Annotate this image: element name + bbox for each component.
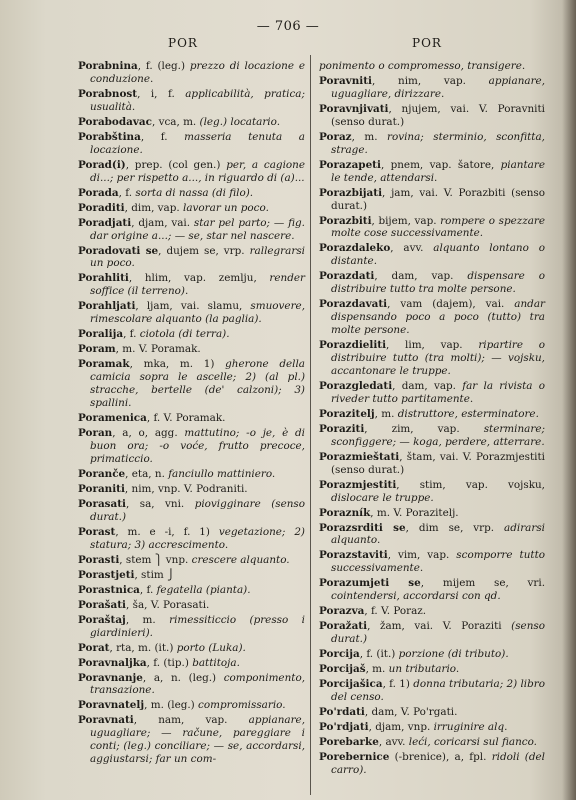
entry-headword: Poravnati (78, 714, 134, 727)
entry-grammar: , dim se, vrp. (405, 521, 505, 534)
entry-headword: Poraditi (78, 201, 125, 214)
entry-gloss: ponimento o compromesso, transigere. (319, 60, 526, 72)
dictionary-entry (78, 300, 305, 326)
dictionary-entry (78, 60, 305, 86)
dictionary-entry (78, 217, 305, 243)
dictionary-entry (78, 412, 305, 425)
entry-headword: Porat (78, 641, 110, 654)
entry-gloss: adirarsi alquanto. (331, 521, 546, 547)
entry-headword: Po'rdjati (319, 721, 369, 734)
entry-grammar: , m. (365, 663, 389, 676)
entry-headword: Poradjati (78, 216, 132, 229)
entry-gloss: porto (Luka). (176, 641, 246, 654)
entry-headword: Porazbiti (319, 214, 372, 227)
entry-headword: Porazsrditi se (319, 521, 406, 534)
dictionary-entry (78, 202, 305, 215)
entry-headword: Porašati (78, 598, 127, 611)
entry-headword: Poraniti (78, 482, 125, 495)
entry-headword: Porazgledati (319, 379, 393, 392)
entry-headword: Porebernice (319, 751, 390, 764)
entry-grammar: , dam, V. Po'rgati. (364, 706, 458, 719)
entry-gloss: render soffice (il terreno). (90, 272, 305, 298)
dictionary-entry (78, 116, 305, 129)
entry-headword: Poran (78, 426, 113, 439)
dictionary-entry (78, 343, 305, 356)
entry-grammar: , ša, V. Porasati. (126, 598, 210, 611)
entry-headword: Porasati (78, 497, 127, 510)
entry-headword: Poražati (319, 620, 368, 633)
entry-gloss: crescere alquanto. (191, 553, 290, 566)
entry-grammar: , m. (374, 407, 398, 420)
dictionary-entry (319, 408, 545, 421)
entry-grammar: , eta, n. (125, 467, 169, 480)
dictionary-entry (78, 642, 305, 655)
entry-grammar: , m. V. Poramak. (115, 343, 201, 356)
entry-gloss: leći, coricarsi sul fianco. (408, 736, 537, 749)
dictionary-entry (78, 245, 305, 271)
dictionary-entry (319, 451, 545, 477)
entry-grammar: , mijem se, vri. (420, 577, 545, 590)
entry-grammar: , vim, vap. (387, 549, 457, 562)
dictionary-entry (78, 468, 305, 481)
dictionary-entry (78, 187, 305, 200)
dictionary-entry (319, 663, 545, 676)
entry-headword: Porazník (319, 506, 371, 519)
entry-headword: Porabnost (78, 87, 138, 100)
dictionary-entry (319, 522, 545, 548)
entry-headword: Poravnjivati (319, 102, 389, 115)
entry-grammar: , lim, vap. (386, 339, 479, 352)
entry-grammar: , m. (125, 613, 170, 626)
entry-gloss: fanciullo mattiniero. (168, 467, 276, 480)
entry-grammar: , stem ⎫ vnp. (119, 553, 192, 566)
entry-gloss: andar dispensando poco a poco (tutto) tra molte persone. (331, 298, 545, 337)
entry-grammar: , f. V. Poramak. (146, 411, 226, 424)
entry-grammar: , njujem, vai. V. Poravniti (senso durat.) (331, 102, 545, 128)
entry-gloss: appianare, uguagliare; — račune, pareggiare i conti; (leg.) conciliare; — se, accordarsi, aggiustarsi; far un com- (90, 714, 305, 766)
entry-grammar: , djam, vai. (131, 216, 194, 229)
dictionary-entry (319, 479, 545, 505)
entry-headword: Poravniti (319, 75, 372, 87)
entry-grammar: , i, f. (137, 87, 186, 100)
entry-gloss: cointendersi, accordarsi con qd. (331, 590, 501, 603)
dictionary-entry (78, 272, 305, 298)
entry-gloss: far la rivista o riveder tutto partitamente. (331, 379, 545, 405)
entry-headword: Poravnatelj (78, 699, 145, 712)
entry-gloss: gherone della camicia sopra le ascelle; 2) (al pl.) stracche, bertelle (de' calzoni); 3) spallini. (90, 358, 305, 409)
dictionary-entry (319, 60, 545, 73)
dictionary-entry (319, 736, 545, 749)
entry-grammar: , f. V. Poraz. (364, 605, 427, 618)
entry-headword: Poradovati se (78, 244, 159, 257)
entry-headword: Poramenica (78, 411, 147, 424)
entry-gloss: porzione (di tributo). (398, 648, 509, 661)
entry-grammar: , m. (351, 130, 387, 143)
entry-gloss: ciotola (di terra). (139, 328, 230, 341)
entry-gloss: distruttore, esterminatore. (397, 407, 539, 420)
right-running-head: POR (412, 36, 442, 50)
dictionary-entry (319, 187, 545, 213)
dictionary-entry (319, 339, 545, 378)
entry-grammar: , f. (118, 186, 136, 199)
entry-grammar: , zim, vap. (364, 422, 484, 435)
left-running-head: POR (168, 36, 198, 50)
entry-gloss: componimento, transazione. (90, 671, 305, 697)
entry-grammar: , pnem, vap. šatore, (380, 158, 501, 171)
dictionary-entry (319, 751, 545, 777)
entry-headword: Porad(i) (78, 158, 126, 171)
entry-grammar: , f. 1) (382, 678, 414, 691)
dictionary-entry (78, 614, 305, 640)
dictionary-entry (319, 215, 545, 241)
dictionary-entry (319, 507, 545, 520)
entry-gloss: compromissario. (198, 699, 286, 712)
dictionary-entry (78, 159, 305, 185)
entry-headword: Porcijašica (319, 678, 383, 691)
dictionary-entry (78, 328, 305, 341)
entry-grammar: , sa, vni. (126, 497, 195, 510)
dictionary-entry (319, 103, 545, 129)
entry-headword: Porazdavati (319, 298, 388, 311)
entry-gloss: rovina; sterminio, sconfitta, strage. (331, 130, 545, 156)
entry-gloss: star pel parto; — fig. dar origine a...; — se, star nel nascere. (90, 216, 305, 242)
entry-grammar: , vca, m. (151, 115, 200, 128)
entry-headword: Porasti (78, 553, 120, 566)
dictionary-entry (319, 605, 545, 618)
entry-grammar: , štam, vai. V. Porazmjestiti (senso durat.) (331, 450, 545, 476)
left-column (78, 60, 305, 768)
entry-headword: Porahljati (78, 300, 136, 313)
entry-gloss: irruginire alq. (433, 721, 508, 734)
entry-gloss: per, a cagione di...; per rispetto a..., in riguardo di (a)... (90, 158, 305, 184)
entry-headword: Porazdaleko (319, 242, 391, 255)
dictionary-entry (319, 577, 545, 603)
entry-grammar: , avv. (378, 736, 409, 749)
entry-grammar: , bijem, vap. (371, 214, 441, 227)
entry-grammar: , f. (139, 583, 157, 596)
entry-grammar: , vam (dajem), vai. (387, 298, 515, 311)
entry-headword: Poraziti (319, 422, 365, 435)
entry-gloss: mattutino; -o je, è di buon ora; -o voće, frutto precoce, primaticcio. (90, 426, 305, 465)
entry-grammar: , a, n. (leg.) (142, 671, 224, 684)
entry-grammar: , nim, vap. (371, 75, 489, 87)
entry-headword: Porahliti (78, 272, 129, 285)
entry-headword: Poram (78, 343, 116, 356)
entry-headword: Porabnina (78, 60, 138, 72)
entry-headword: Porazumjeti se (319, 577, 421, 590)
entry-grammar: , rta, m. (it.) (109, 641, 177, 654)
dictionary-entry (319, 423, 545, 449)
dictionary-entry (319, 270, 545, 296)
dictionary-entry (78, 672, 305, 698)
entry-headword: Porazbijati (319, 186, 383, 199)
dictionary-entry (319, 242, 545, 268)
entry-headword: Porazmieštati (319, 450, 400, 463)
entry-grammar: , djam, vnp. (368, 721, 434, 734)
entry-gloss: dispensare o distribuire tutto tra molte persone. (331, 270, 545, 296)
entry-headword: Porazva (319, 605, 365, 618)
entry-grammar: , dujem se, vrp. (158, 244, 250, 257)
entry-gloss: alquanto lontano o distante. (331, 242, 545, 268)
dictionary-entry (319, 620, 545, 646)
entry-gloss: piovigginare (senso durat.) (90, 497, 306, 523)
entry-headword: Porabodavac (78, 115, 152, 128)
entry-gloss: rallegrarsi un poco. (90, 244, 305, 270)
entry-grammar: , m. (leg.) (144, 699, 199, 712)
entry-gloss: fegatella (pianta). (156, 583, 251, 596)
entry-headword: Poranče (78, 467, 126, 480)
entry-gloss: battitoja. (192, 656, 240, 669)
entry-headword: Poralija (78, 328, 124, 341)
dictionary-entry (78, 131, 305, 157)
entry-grammar: (-brenice), a, fpl. (389, 751, 492, 764)
entry-grammar: , f. (tip.) (146, 656, 193, 669)
entry-grammar: , m. V. Porazitelj. (370, 506, 459, 519)
dictionary-entry (319, 298, 545, 337)
entry-grammar: , jam, vai. V. Porazbiti (senso durat.) (331, 186, 545, 212)
column-divider (310, 55, 311, 795)
entry-grammar: , f. (it.) (359, 648, 399, 661)
dictionary-entry (78, 498, 305, 524)
entry-grammar: , dam, vap. (392, 379, 463, 392)
entry-gloss: donna tributaria; 2) libro del censo. (331, 678, 545, 704)
dictionary-entry (319, 549, 545, 575)
entry-headword: Porast (78, 525, 116, 538)
dictionary-entry (319, 131, 545, 157)
entry-gloss: un tributario. (388, 663, 460, 676)
entry-headword: Porebarke (319, 736, 379, 749)
entry-gloss: masseria tenuta a locazione. (90, 130, 305, 156)
entry-grammar: , dim, vap. (124, 201, 184, 214)
entry-gloss: scomporre tutto successivamente. (331, 549, 545, 575)
entry-gloss: ridoli (del carro). (331, 751, 545, 776)
entry-headword: Po'rdati (319, 706, 365, 719)
dictionary-entry (78, 599, 305, 612)
entry-gloss: appianare, uguagliare, dirizzare. (331, 75, 545, 100)
dictionary-entry (319, 159, 545, 185)
dictionary-entry (319, 648, 545, 661)
entry-headword: Poramak (78, 358, 130, 371)
entry-gloss: (senso durat.) (331, 620, 545, 646)
dictionary-entry (319, 380, 545, 406)
entry-grammar: , nim, vnp. V. Podraniti. (124, 482, 248, 495)
dictionary-entry (78, 358, 305, 410)
entry-grammar: , mka, m. 1) (129, 358, 226, 371)
entry-headword: Porazitelj (319, 407, 375, 420)
dictionary-entry (319, 721, 545, 734)
entry-grammar: , avv. (390, 242, 434, 255)
entry-gloss: lavorar un poco. (183, 201, 269, 214)
entry-grammar: , stim, vap. vojsku, (396, 478, 545, 491)
entry-headword: Poravnanje (78, 671, 143, 684)
entry-gloss: vegetazione; 2) statura; 3) accrescimento. (90, 525, 305, 551)
entry-grammar: , f. (123, 328, 140, 341)
entry-headword: Porcijaš (319, 663, 366, 676)
entry-headword: Porazapeti (319, 158, 381, 171)
dictionary-entry (78, 699, 305, 712)
entry-headword: Porcija (319, 648, 360, 661)
entry-grammar: , prep. (col gen.) (125, 158, 227, 171)
entry-headword: Porazdieliti (319, 339, 387, 352)
entry-gloss: sterminare; sconfiggere; — koga, perdere, atterrare. (331, 422, 545, 448)
entry-grammar: , žam, vai. V. Poraziti (367, 620, 512, 633)
entry-headword: Poraz (319, 130, 352, 143)
entry-gloss: piantare le tende, attendarsi. (331, 158, 545, 184)
entry-gloss: applicabilità, pratica; usualità. (90, 87, 305, 113)
entry-gloss: rimessiticcio (presso i giardinieri). (90, 613, 305, 639)
page-number: — 706 — (256, 19, 320, 34)
dictionary-entry (319, 75, 545, 101)
entry-grammar: , nam, vap. (133, 714, 249, 727)
entry-grammar: , f. (leg.) (137, 60, 190, 72)
dictionary-entry (78, 657, 305, 670)
entry-gloss: smuovere, rimescolare alquanto (la paglia). (90, 300, 305, 326)
entry-gloss: ripartire o distribuire tutto (tra molti); — vojsku, accantonare le truppe. (331, 339, 545, 377)
entry-grammar: , stim ⎭ (134, 568, 175, 581)
entry-headword: Porabština (78, 130, 141, 143)
dictionary-entry (78, 554, 305, 567)
entry-headword: Poraštaj (78, 613, 126, 626)
dictionary-entry (78, 526, 305, 552)
dictionary-entry (78, 569, 305, 582)
entry-grammar: , a, o, agg. (112, 426, 185, 439)
entry-grammar: , dam, vap. (374, 270, 468, 283)
entry-headword: Porada (78, 186, 119, 199)
entry-headword: Porazdati (319, 270, 375, 283)
page-edge-shadow (562, 0, 576, 800)
dictionary-entry (78, 483, 305, 496)
dictionary-entry (319, 678, 545, 704)
dictionary-entry (78, 427, 305, 466)
entry-grammar: , hlim, vap. zemlju, (128, 272, 270, 285)
entry-headword: Porazmjestiti (319, 478, 397, 491)
entry-grammar: , f. (140, 130, 185, 143)
entry-headword: Porazstaviti (319, 549, 388, 562)
dictionary-entry (319, 706, 545, 719)
entry-gloss: rompere o spezzare molte cose successivamente. (331, 214, 546, 240)
dictionary-entry (78, 584, 305, 597)
entry-headword: Porastjeti (78, 568, 135, 581)
entry-gloss: (leg.) locatario. (199, 115, 280, 128)
right-column (319, 60, 545, 779)
entry-grammar: , ljam, vai. slamu, (135, 300, 251, 313)
entry-gloss: sorta di nassa (di filo). (135, 186, 254, 199)
entry-grammar: , m. e -i, f. 1) (115, 525, 219, 538)
entry-gloss: prezzo di locazione e conduzione. (90, 60, 305, 85)
entry-headword: Poravnaljka (78, 656, 147, 669)
dictionary-entry (78, 88, 305, 114)
dictionary-entry (78, 714, 305, 766)
entry-headword: Porastnica (78, 583, 140, 596)
entry-gloss: dislocare le truppe. (331, 491, 434, 504)
